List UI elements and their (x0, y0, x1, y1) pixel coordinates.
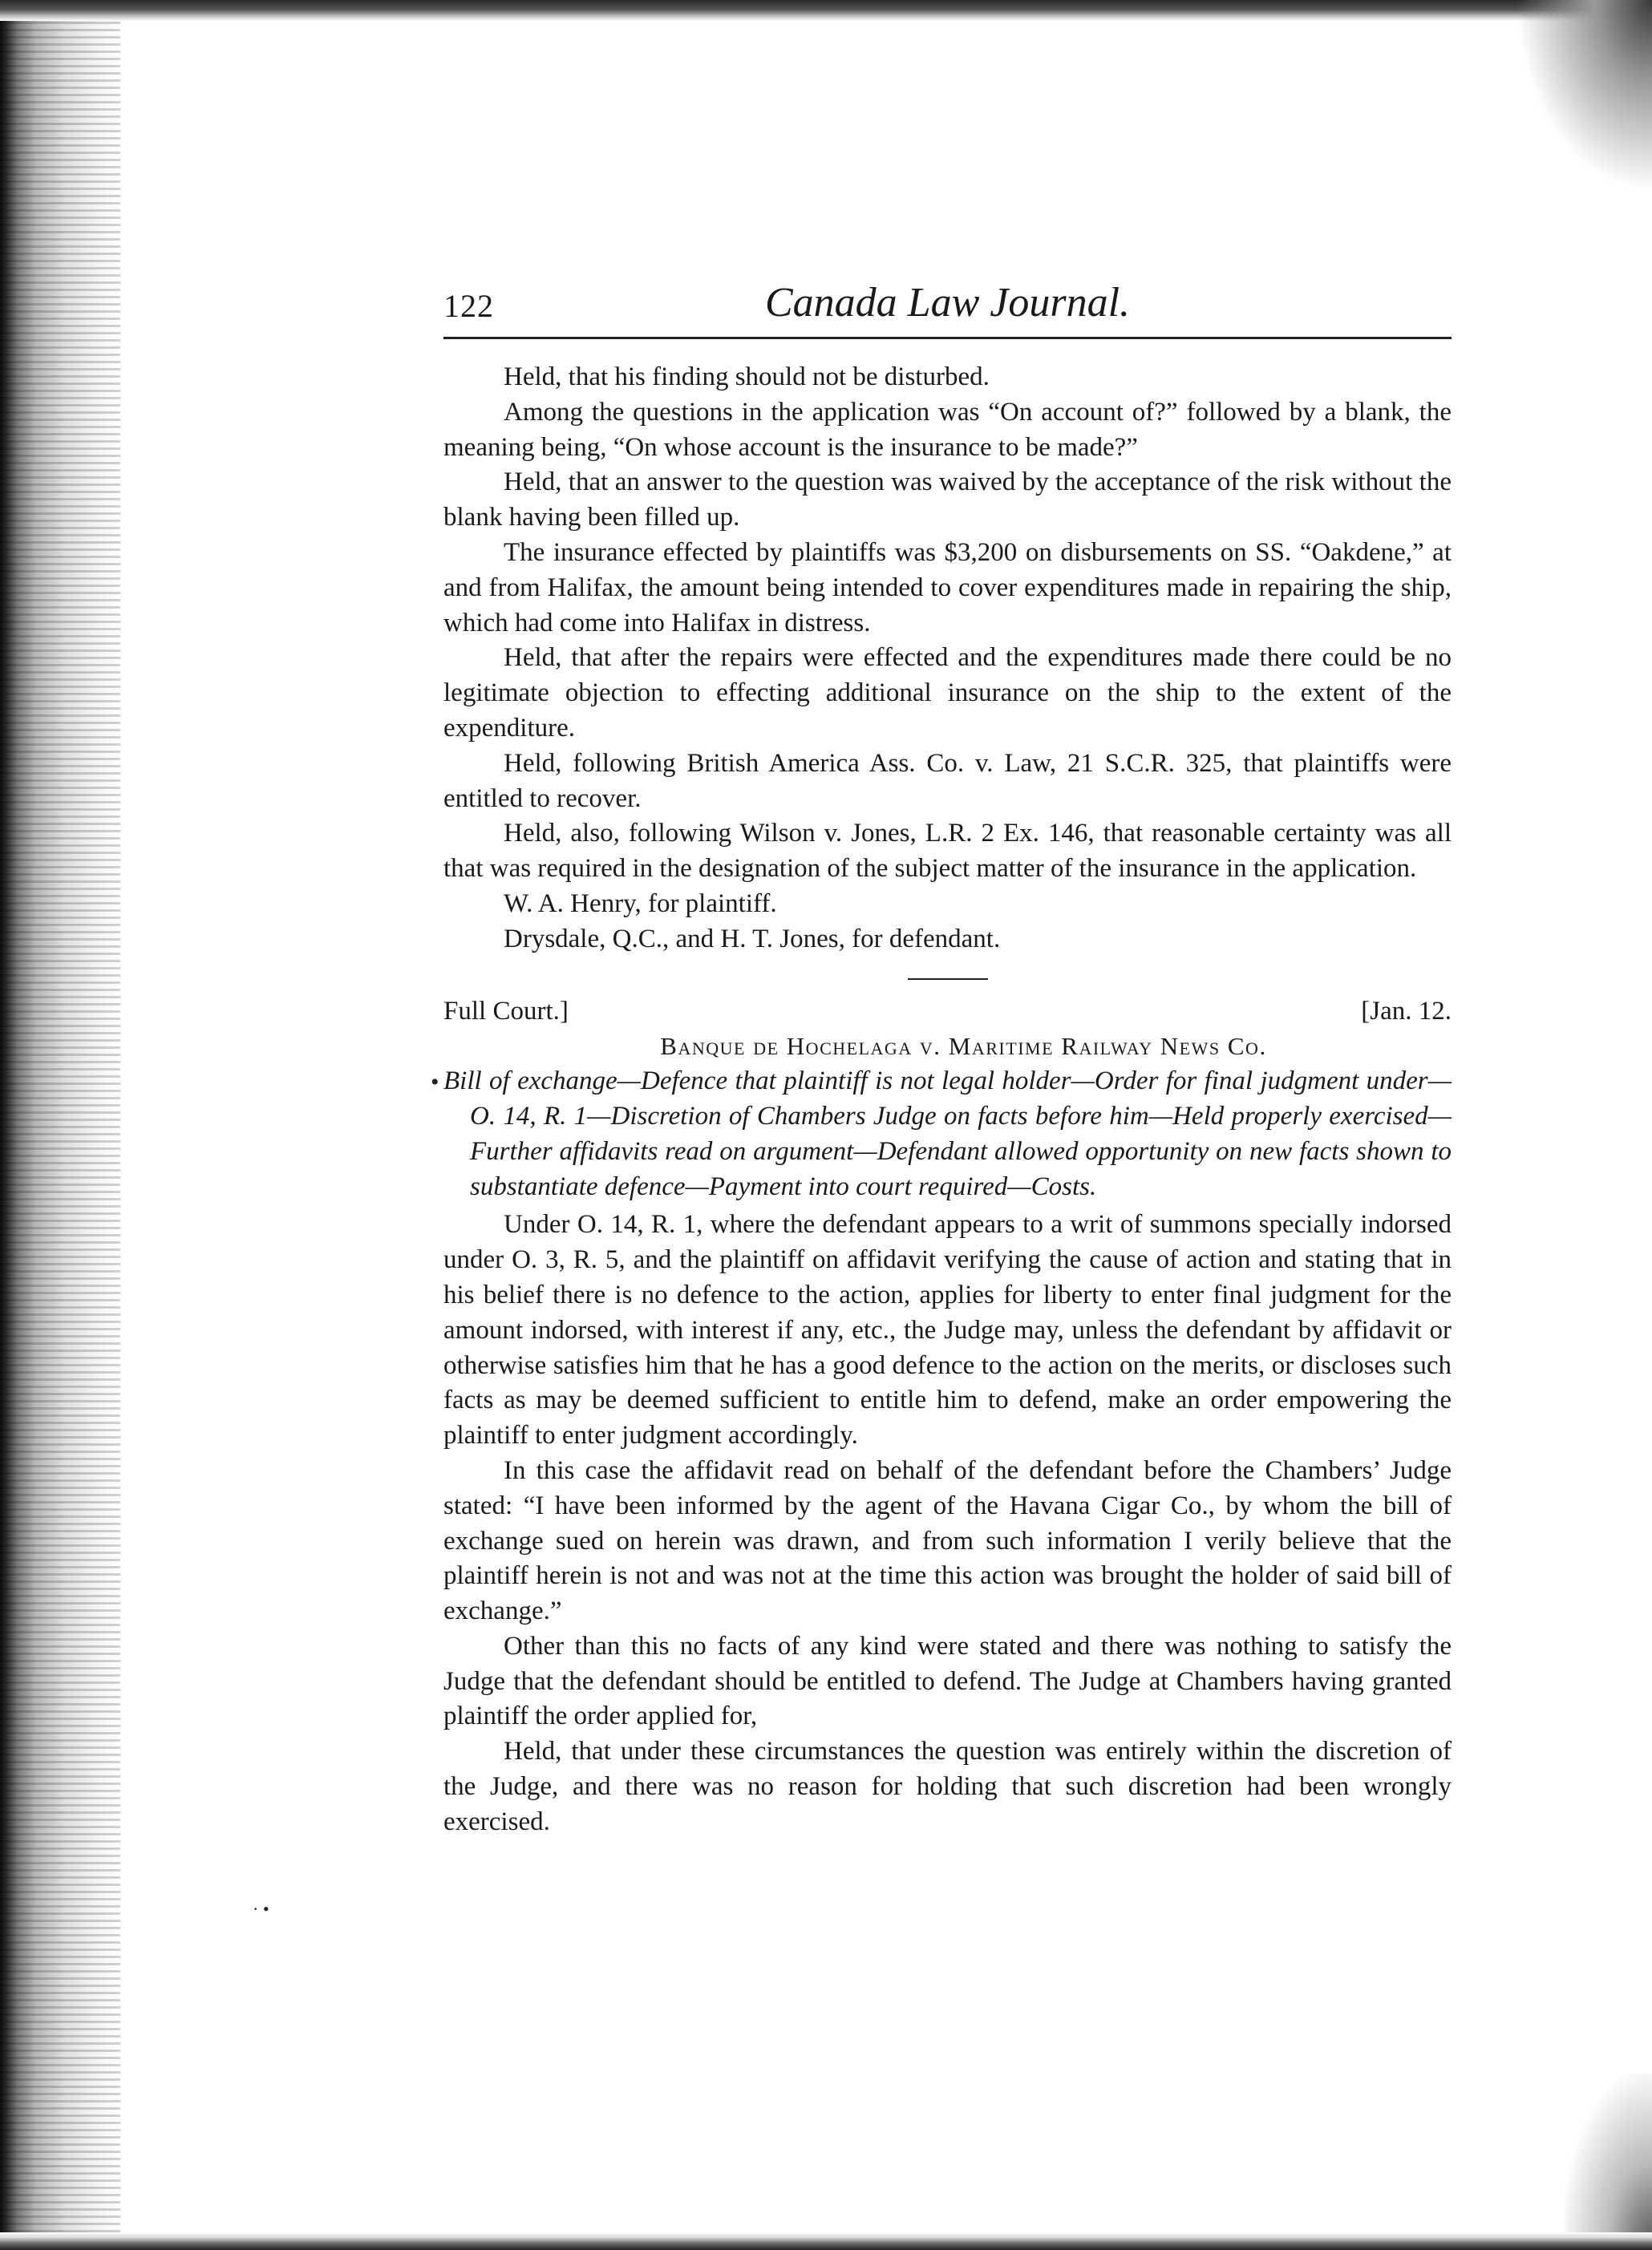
paragraph: Held, that after the repairs were effected and the expenditures made there could be no legitimate objection to effecting additional insurance on the ship to the extent of the expenditure. (443, 643, 1452, 743)
court-line (443, 994, 1452, 1030)
case-date: [Jan. 12. (1361, 996, 1452, 1026)
page-content (443, 273, 1452, 1840)
counsel-line: W. A. Henry, for plaintiff. (504, 888, 777, 918)
headnote: Bill of exchange—Defence that plaintiff is not legal holder—Order for final judgment under—O. 14, R. 1—Discretion of Chambers Judge on facts before him—Held properly exercised—Further affidavits read on argument—Defendant allowed opportunity on new facts shown to substantiate defence—Payment into court required—Costs. (443, 1066, 1452, 1201)
court-name: Full Court.] (443, 996, 569, 1026)
running-head (443, 273, 1452, 337)
paragraph: Other than this no facts of any kind were stated and there was nothing to satisfy the Judge that the defendant should be entitled to defend. The Judge at Chambers having granted plaintiff the order applied for, (443, 1631, 1452, 1731)
paragraph: Among the questions in the application was “On account of?” followed by a blank, the meaning being, “On whose account is the insurance to be made?” (443, 397, 1452, 462)
paragraph: Held, also, following Wilson v. Jones, L.R. 2 Ex. 146, that reasonable certainty was all that was required in the designation of the subject matter of the insurance in the application. (443, 819, 1452, 884)
journal-title: Canada Law Journal. (764, 280, 1131, 326)
paragraph: In this case the affidavit read on behalf of the defendant before the Chambers’ Judge stated: “I have been informed by the agent of the Havana Cigar Co., by whom the bill of exchange sued on herein was drawn, and from such information I verily believe that the plaintiff herein is not and was not at the time this action was brought the holder of said bill of exchange.” (443, 1455, 1452, 1626)
scan-corner-bottom-right (1564, 2074, 1652, 2250)
margin-mark: · • (253, 1899, 269, 1919)
paragraph: Held, that his finding should not be disturbed. (504, 362, 990, 391)
scan-top-edge (0, 0, 1652, 21)
second-case (443, 994, 1452, 1840)
scan-binding-shadow (0, 0, 120, 2250)
paragraph: Held, that an answer to the question was waived by the acceptance of the risk without the blank having been filled up. (443, 467, 1452, 532)
page-number: 122 (443, 288, 494, 324)
paragraph: The insurance effected by plaintiffs was $3,200 on disbursements on SS. “Oakdene,” at and from Halifax, the amount being intended to cover expenditures made in repairing the ship, which had come into Halifax in distress. (443, 537, 1452, 637)
margin-mark: • (431, 1069, 439, 1095)
counsel-line: Drysdale, Q.C., and H. T. Jones, for defendant. (504, 924, 1001, 953)
first-case (443, 360, 1452, 957)
section-divider (908, 978, 988, 980)
paragraph: Held, following British America Ass. Co. v. Law, 21 S.C.R. 325, that plaintiffs were entitled to recover. (443, 748, 1452, 813)
paragraph: Held, that under these circumstances the question was entirely within the discretion of the Judge, and there was no reason for holding that such discretion had been wrongly exercised. (443, 1737, 1452, 1836)
scan-corner-top-right (1516, 0, 1652, 192)
case-title: Banque de Hochelaga v. Maritime Railway News Co. (660, 1032, 1267, 1061)
header-rule (443, 337, 1452, 339)
scan-bottom-edge (0, 2232, 1652, 2250)
paragraph: Under O. 14, R. 1, where the defendant appears to a writ of summons specially indorsed under O. 3, R. 5, and the plaintiff on affidavit verifying the cause of action and stating that in his belief there is no defence to the action, applies for liberty to enter final judgment for the amount indorsed, with interest if any, etc., the Judge may, unless the defendant by affidavit or otherwise satisfies him that he has a good defence to the action on the merits, or discloses such facts as may be deemed sufficient to entitle him to defend, make an order empowering the plaintiff to enter judgment accordingly. (443, 1210, 1452, 1451)
